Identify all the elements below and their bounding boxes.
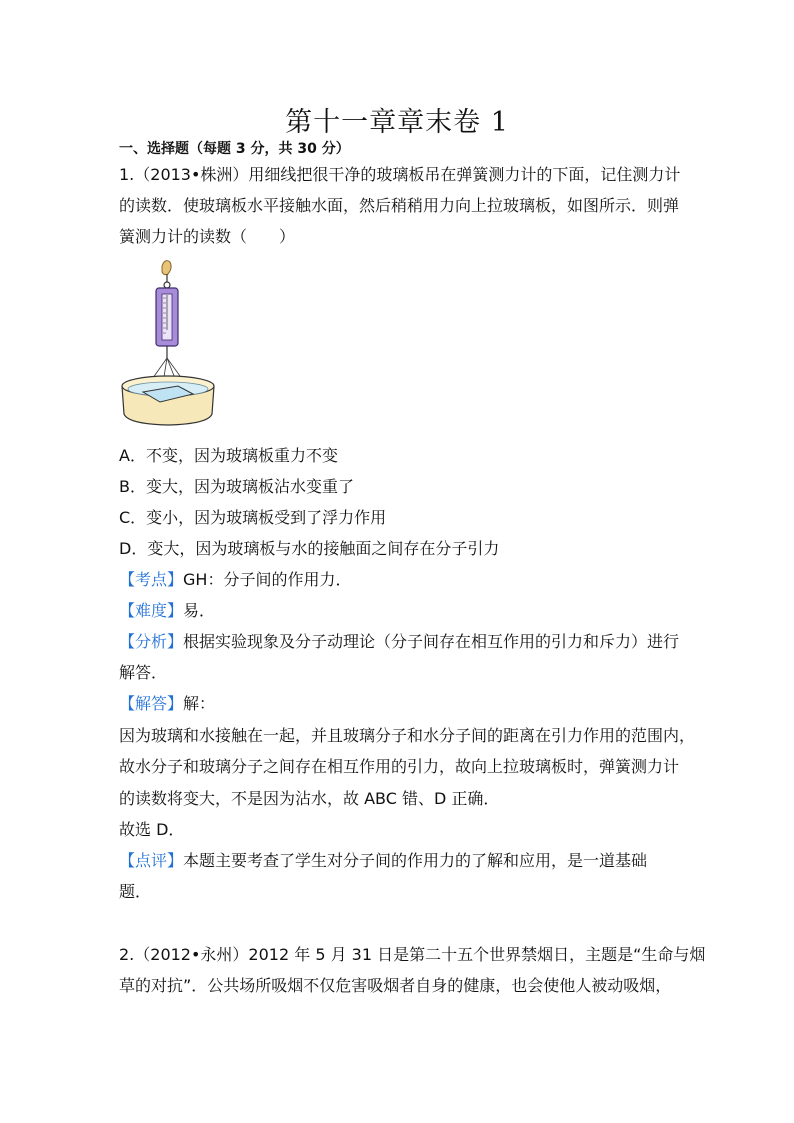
fenxi-text-2: 解答． (119, 663, 168, 682)
q1-jieda (119, 694, 215, 714)
answer-line-4: 故选 D． (119, 820, 185, 839)
dianping-text-2: 题． (119, 882, 152, 901)
q1-stem-line-1: 1.（2013•株洲）用细线把很干净的玻璃板吊在弹簧测力计的下面，记住测力计 (119, 165, 681, 184)
kaodian-text: GH：分子间的作用力． (183, 570, 352, 589)
q1-nandu (119, 601, 215, 621)
page-title: 第十一章章末卷 1 (285, 107, 509, 138)
kaodian-label: 【考点】 (119, 570, 184, 589)
q1-option-b: B．变大，因为玻璃板沾水变重了 (119, 477, 354, 496)
answer-line-3: 的读数将变大，不是因为沾水，故 ABC 错、D 正确． (119, 789, 500, 808)
nandu-label: 【难度】 (119, 601, 184, 620)
q1-option-c: C．变小，因为玻璃板受到了浮力作用 (119, 508, 387, 527)
fenxi-text-1: 根据实验现象及分子动理论（分子间存在相互作用的引力和斥力）进行 (183, 632, 680, 651)
fenxi-label: 【分析】 (119, 632, 184, 651)
nandu-text: 易． (183, 601, 216, 620)
answer-line-1: 因为玻璃和水接触在一起，并且玻璃分子和水分子间的距离在引力作用的范围内， (119, 726, 696, 745)
q1-stem-line-2: 的读数．使玻璃板水平接触水面，然后稍稍用力向上拉玻璃板，如图所示．则弹 (119, 196, 680, 215)
spring-scale-figure (118, 258, 218, 430)
q1-dianping (119, 851, 647, 871)
jieda-text: 解： (183, 694, 216, 713)
section-heading: 一、选择题（每题 3 分，共 30 分） (119, 141, 350, 157)
jieda-label: 【解答】 (119, 694, 184, 713)
q1-kaodian (119, 570, 351, 590)
q1-fenxi (119, 632, 679, 652)
dianping-label: 【点评】 (119, 851, 184, 870)
q1-option-d: D．变大，因为玻璃板与水的接触面之间存在分子引力 (119, 539, 500, 558)
q1-stem-line-3: 簧测力计的读数（ ） (119, 227, 296, 246)
answer-line-2: 故水分子和玻璃分子之间存在相互作用的引力，故向上拉玻璃板时，弹簧测力计 (119, 757, 680, 776)
q2-stem-line-2: 草的对抗”．公共场所吸烟不仅危害吸烟者自身的健康，也会使他人被动吸烟， (119, 976, 672, 995)
q2-stem-line-1: 2.（2012•永州）2012 年 5 月 31 日是第二十五个世界禁烟日，主题是“生命与烟 (119, 945, 706, 964)
q1-option-a: A．不变，因为玻璃板重力不变 (119, 446, 338, 465)
dianping-text-1: 本题主要考查了学生对分子间的作用力的了解和应用，是一道基础 (183, 851, 648, 870)
